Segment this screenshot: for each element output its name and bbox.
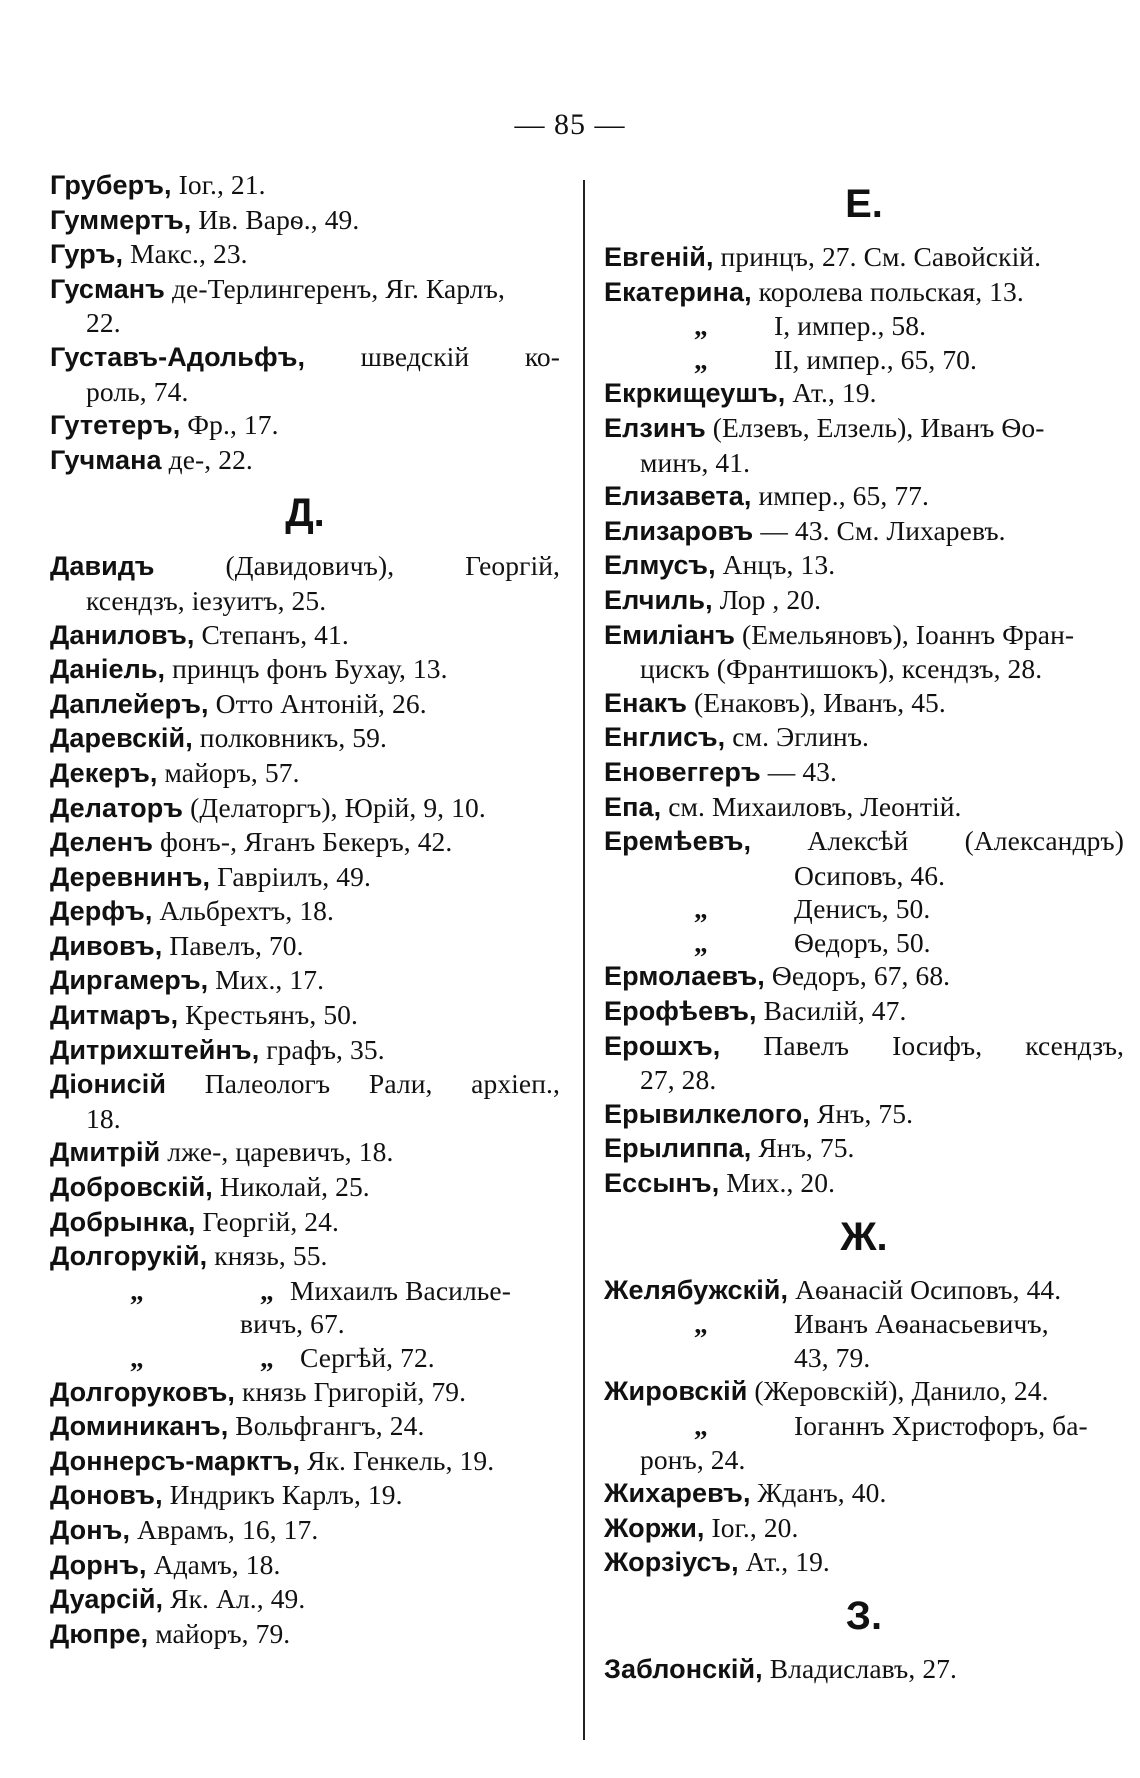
- index-entry: [604, 275, 1124, 310]
- entry-headword: Груберъ,: [50, 170, 172, 200]
- entry-details: Іог., 20.: [704, 1511, 799, 1543]
- entry-headword: Даніель,: [50, 654, 166, 685]
- ditto-text: Михаилъ Василье-: [290, 1274, 511, 1306]
- entry-details: Мих., 20.: [719, 1167, 836, 1199]
- entry-headword: Дорнъ,: [50, 1549, 147, 1580]
- entry-details: де-Терлингеренъ, Яг. Карлъ,: [164, 272, 505, 304]
- entry-details: Янъ, 75.: [809, 1097, 914, 1129]
- entry-details: лже-, царевичъ, 18.: [160, 1136, 394, 1168]
- index-entry: [604, 959, 1124, 994]
- entry-details: см. Михаиловъ, Леонтій.: [661, 790, 962, 822]
- ditto-entry: [50, 1274, 560, 1308]
- entry-headword: Гучмана: [50, 444, 162, 475]
- entry-headword: Жировскій: [604, 1376, 748, 1407]
- entry-details: Вольфгангъ, 24.: [228, 1410, 425, 1442]
- entry-details: полковникъ, 59.: [192, 722, 387, 754]
- entry-details: Ат., 19.: [738, 1546, 830, 1578]
- entry-headword: Дерфъ,: [50, 896, 153, 927]
- ditto-text: I, импер., 58.: [774, 310, 927, 342]
- index-entry: [50, 1582, 560, 1617]
- entry-continuation: минъ, 41.: [640, 446, 751, 478]
- entry-headword: Жихаревъ,: [604, 1478, 751, 1509]
- index-entry: [604, 994, 1124, 1029]
- entry-details: Макс., 23.: [123, 238, 248, 270]
- entry-details: (Делаторгъ), Юрій, 9, 10.: [183, 791, 486, 823]
- entry-headword: Елизавета,: [604, 481, 752, 512]
- ditto-mark: „: [694, 1308, 708, 1340]
- index-entry: [50, 998, 560, 1033]
- entry-continuation: ронъ, 24.: [640, 1443, 746, 1475]
- index-entry: [604, 1029, 1124, 1064]
- index-entry: [50, 894, 560, 929]
- index-entry: [50, 203, 560, 238]
- entry-details: (Елзевъ, Елзель), Иванъ Ѳо-: [705, 411, 1045, 443]
- entry-headword: Елзинъ: [604, 412, 706, 443]
- entry-details: см. Эглинъ.: [725, 721, 870, 753]
- entry-details: Як. Ал., 49.: [163, 1583, 306, 1615]
- ditto-entry: [604, 892, 1124, 926]
- index-entry: [50, 860, 560, 895]
- section-letter: З.: [845, 1593, 883, 1638]
- entry-details: Георгій, 24.: [195, 1205, 339, 1237]
- entry-details: королева польская, 13.: [751, 275, 1024, 307]
- index-entry: [50, 1409, 560, 1444]
- entry-headword: Елчиль,: [604, 584, 713, 615]
- page-number: — 85 —: [514, 108, 626, 141]
- entry-headword: Давидъ: [50, 551, 155, 582]
- index-entry: [50, 618, 560, 653]
- entry-continuation: цискъ (Франтишокъ), ксендзъ, 28.: [640, 653, 1043, 685]
- ditto-text: Ѳедоръ, 50.: [794, 926, 931, 958]
- entry-details: Крестьянъ, 50.: [178, 999, 359, 1031]
- index-entry: [50, 1617, 560, 1652]
- entry-details: Павелъ, 70.: [162, 929, 304, 961]
- entry-headword: Доннерсъ-марктъ,: [50, 1445, 301, 1476]
- entry-headword: Ерофѣевъ,: [604, 996, 757, 1027]
- entry-details: фонъ-, Яганъ Бекеръ, 42.: [152, 826, 453, 858]
- section-letter: Д.: [285, 491, 325, 536]
- entry-details: Аврамъ, 16, 17.: [130, 1513, 319, 1545]
- entry-details: майоръ, 57.: [157, 756, 300, 788]
- ditto-entry: [604, 1409, 1124, 1443]
- entry-details: (Емельяновъ), Іоаннъ Фран-: [735, 618, 1075, 650]
- entry-headword: Діонисій: [50, 1069, 167, 1100]
- ditto-entry: [604, 309, 1124, 343]
- index-entry: [604, 1476, 1124, 1511]
- entry-details: — 43. См. Лихаревъ.: [753, 514, 1006, 546]
- ditto-mark: „: [130, 1342, 144, 1373]
- entry-details: (Давидовичъ), Георгій,: [154, 550, 560, 582]
- entry-details: Отто Антоній, 26.: [208, 687, 427, 719]
- entry-details: Лор , 20.: [712, 583, 822, 615]
- section-letter: Ж.: [840, 1214, 888, 1259]
- entry-headword: Даниловъ,: [50, 619, 195, 650]
- entry-details: Николай, 25.: [212, 1171, 370, 1203]
- entry-continuation: вичъ, 67.: [240, 1308, 345, 1340]
- index-entry: [604, 583, 1124, 618]
- entry-headword: Енакъ: [604, 687, 688, 718]
- right-column: [604, 168, 1124, 1687]
- ditto-entry: [604, 343, 1124, 377]
- index-entry: [50, 1478, 560, 1513]
- entry-details: Палеологъ Рали, архіеп.,: [166, 1068, 560, 1100]
- index-entry: [50, 408, 560, 443]
- index-entry: [50, 687, 560, 722]
- entry-details: Ив. Варѳ., 49.: [191, 203, 360, 235]
- index-entry: [50, 1033, 560, 1068]
- ditto-mark: „: [694, 343, 708, 375]
- entry-headword: Густавъ-Адольфъ,: [50, 341, 306, 372]
- ditto-mark: „: [694, 893, 708, 925]
- entry-details: импер., 65, 77.: [751, 480, 930, 512]
- index-entry: [604, 1166, 1124, 1201]
- entry-continuation: 22.: [86, 307, 121, 339]
- entry-details: де-, 22.: [161, 443, 253, 475]
- entry-details: Ѳедоръ, 67, 68.: [764, 960, 951, 992]
- entry-details: Степанъ, 41.: [194, 618, 349, 650]
- entry-continuation: роль, 74.: [86, 375, 189, 407]
- entry-continuation: ксендзъ, іезуитъ, 25.: [86, 584, 327, 616]
- entry-headword: Гуммертъ,: [50, 204, 192, 235]
- entry-headword: Деленъ: [50, 827, 153, 858]
- entry-headword: Донъ,: [50, 1514, 131, 1545]
- entry-headword: Долгоруковъ,: [50, 1376, 236, 1407]
- entry-details: Жданъ, 40.: [750, 1477, 887, 1509]
- ditto-entry: [604, 1307, 1124, 1341]
- entry-details: Як. Генкель, 19.: [300, 1444, 495, 1476]
- entry-headword: Гуръ,: [50, 239, 124, 270]
- index-entry: [50, 549, 560, 584]
- entry-headword: Еновеггеръ: [604, 756, 761, 787]
- index-entry: [604, 240, 1124, 275]
- ditto-mark: „: [694, 1410, 708, 1441]
- entry-headword: Енглисъ,: [604, 722, 726, 753]
- entry-headword: Дитмаръ,: [50, 1000, 179, 1031]
- index-entry: [50, 652, 560, 687]
- index-entry: [604, 618, 1124, 653]
- entry-details: Гавріилъ, 49.: [210, 860, 371, 892]
- index-entry: [50, 443, 560, 478]
- index-entry: [50, 1067, 560, 1102]
- index-entry: [50, 721, 560, 756]
- index-entry: [604, 1097, 1124, 1132]
- entry-details: Владиславъ, 27.: [762, 1652, 957, 1684]
- entry-headword: Добрынка,: [50, 1206, 196, 1237]
- entry-details: — 43.: [760, 755, 837, 787]
- index-entry: [50, 340, 560, 375]
- index-entry: [50, 791, 560, 826]
- index-entry: [604, 479, 1124, 514]
- entry-headword: Даплейеръ,: [50, 688, 209, 719]
- entry-details: майоръ, 79.: [148, 1617, 291, 1649]
- entry-headword: Ессынъ,: [604, 1168, 720, 1199]
- entry-headword: Ерылиппа,: [604, 1133, 752, 1164]
- index-entry: [50, 272, 560, 307]
- entry-headword: Евгеній,: [604, 242, 714, 272]
- index-entry: [604, 548, 1124, 583]
- index-entry: [50, 168, 560, 203]
- entry-headword: Ермолаевъ,: [604, 961, 765, 992]
- index-entry: [50, 929, 560, 964]
- entry-headword: Дмитрій: [50, 1137, 161, 1168]
- entry-headword: Дитрихштейнъ,: [50, 1034, 260, 1065]
- entry-details: принцъ, 27. См. Савойскій.: [713, 241, 1042, 272]
- ditto-entry: [604, 926, 1124, 960]
- entry-details: Янъ, 75.: [751, 1132, 855, 1164]
- index-entry: [604, 824, 1124, 859]
- entry-headword: Желябужскій,: [604, 1274, 789, 1305]
- entry-headword: Екркищеушъ,: [604, 378, 786, 409]
- index-entry: [50, 1548, 560, 1583]
- index-entry: [604, 514, 1124, 549]
- index-entry: [604, 1652, 1124, 1687]
- ditto-mark: „: [260, 1274, 274, 1306]
- entry-headword: Доминиканъ,: [50, 1411, 229, 1442]
- entry-headword: Даревскій,: [50, 723, 193, 754]
- index-entry: [604, 1273, 1124, 1308]
- entry-headword: Гусманъ: [50, 273, 165, 304]
- entry-continuation: 18.: [86, 1102, 121, 1134]
- ditto-text: Сергѣй, 72.: [300, 1342, 435, 1373]
- entry-details: Алексѣй (Александръ): [751, 825, 1124, 857]
- entry-details: Василій, 47.: [756, 995, 907, 1027]
- entry-headword: Заблонскій,: [604, 1653, 763, 1684]
- entry-headword: Добровскій,: [50, 1172, 213, 1203]
- index-entry: [604, 1545, 1124, 1580]
- entry-details: графъ, 35.: [259, 1033, 385, 1065]
- ditto-text: Иванъ Аѳанасьевичъ,: [794, 1308, 1049, 1340]
- ditto-mark: „: [694, 310, 708, 342]
- entry-details: Альбрехтъ, 18.: [152, 895, 334, 927]
- entry-headword: Диргамеръ,: [50, 965, 209, 996]
- index-entry: [50, 1135, 560, 1170]
- entry-details: князь, 55.: [207, 1240, 328, 1272]
- entry-headword: Емиліанъ: [604, 619, 736, 650]
- index-entry: [50, 237, 560, 272]
- index-entry: [50, 1375, 560, 1410]
- entry-headword: Жоржи,: [604, 1512, 705, 1543]
- entry-details: Павелъ Іосифъ, ксендзъ,: [720, 1029, 1124, 1061]
- index-entry: [604, 376, 1124, 411]
- index-entry: [50, 1205, 560, 1240]
- index-entry: [604, 411, 1124, 446]
- entry-details: Ат., 19.: [785, 377, 877, 409]
- index-entry: [50, 1239, 560, 1274]
- entry-headword: Гутетеръ,: [50, 410, 181, 441]
- index-entry: [50, 1170, 560, 1205]
- ditto-text: Іоганнъ Христофоръ, ба-: [794, 1410, 1088, 1441]
- entry-headword: Жорзіусъ,: [604, 1547, 739, 1578]
- entry-details: Іог., 21.: [171, 169, 266, 200]
- entry-headword: Елизаровъ: [604, 515, 754, 546]
- section-letter: Е.: [845, 182, 883, 226]
- entry-continuation: 43, 79.: [794, 1341, 871, 1373]
- entry-headword: Доновъ,: [50, 1480, 163, 1511]
- index-entry: [604, 1131, 1124, 1166]
- index-entry: [604, 755, 1124, 790]
- entry-details: шведскій ко-: [305, 340, 560, 372]
- entry-details: (Енаковъ), Иванъ, 45.: [687, 686, 946, 718]
- ditto-mark: „: [694, 926, 708, 958]
- index-entry: [50, 963, 560, 998]
- index-entry: [604, 686, 1124, 721]
- entry-headword: Ерывилкелого,: [604, 1098, 810, 1129]
- index-entry: [604, 790, 1124, 825]
- entry-details: Анцъ, 13.: [715, 549, 836, 581]
- index-entry: [50, 1513, 560, 1548]
- entry-headword: Елмусъ,: [604, 550, 716, 581]
- entry-details: Адамъ, 18.: [146, 1548, 281, 1580]
- entry-headword: Делаторъ: [50, 792, 184, 823]
- entry-headword: Долгорукій,: [50, 1241, 208, 1272]
- ditto-text: Денисъ, 50.: [794, 893, 931, 925]
- index-entry: [50, 756, 560, 791]
- index-entry: [50, 825, 560, 860]
- entry-headword: Дюпре,: [50, 1618, 149, 1649]
- index-entry: [604, 720, 1124, 755]
- entry-headword: Декеръ,: [50, 757, 158, 788]
- entry-headword: Епа,: [604, 791, 662, 822]
- ditto-mark: „: [260, 1342, 274, 1373]
- index-entry: [50, 1444, 560, 1479]
- ditto-mark: „: [130, 1274, 144, 1306]
- entry-details: Аѳанасій Осиповъ, 44.: [788, 1273, 1062, 1305]
- index-entry: [604, 1374, 1124, 1409]
- ditto-entry: [50, 1341, 560, 1375]
- entry-continuation: Осиповъ, 46.: [794, 859, 946, 891]
- ditto-text: II, импер., 65, 70.: [774, 343, 978, 375]
- entry-details: Индрикъ Карлъ, 19.: [162, 1479, 403, 1511]
- column-divider: [583, 180, 585, 1740]
- entry-headword: Дуарсій,: [50, 1584, 164, 1615]
- left-column: [50, 168, 560, 1651]
- entry-details: Фр., 17.: [180, 409, 279, 441]
- index-entry: [604, 1511, 1124, 1546]
- entry-headword: Ерошхъ,: [604, 1030, 721, 1061]
- entry-details: Мих., 17.: [208, 964, 325, 996]
- entry-headword: Еремѣевъ,: [604, 826, 752, 857]
- entry-details: принцъ фонъ Бухау, 13.: [165, 653, 448, 685]
- entry-details: князь Григорій, 79.: [235, 1375, 467, 1407]
- entry-headword: Екатерина,: [604, 276, 752, 307]
- entry-continuation: 27, 28.: [640, 1064, 717, 1096]
- entry-headword: Деревнинъ,: [50, 861, 211, 892]
- entry-details: (Жеровскій), Данило, 24.: [747, 1375, 1049, 1407]
- entry-headword: Дивовъ,: [50, 930, 163, 961]
